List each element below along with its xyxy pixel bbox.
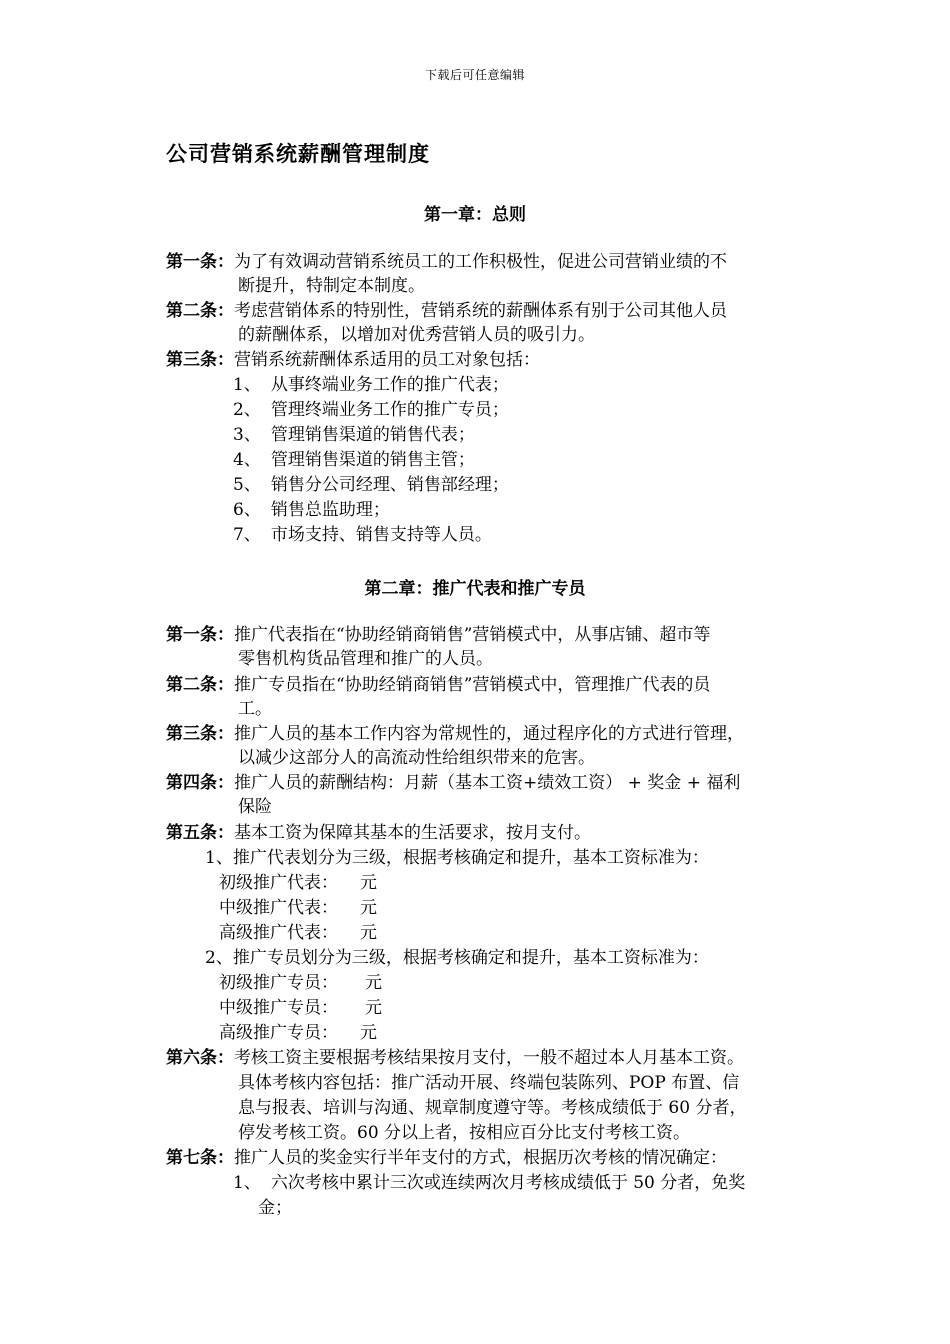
article-label: 第三条： bbox=[166, 724, 234, 744]
salary-level: 高级推广代表： bbox=[219, 923, 338, 943]
ch1-article-1-cont: 断提升，特制定本制度。 bbox=[238, 276, 425, 296]
article-text: 基本工资为保障其基本的生活要求，按月支付。 bbox=[234, 823, 591, 843]
ch1-article-2-cont: 的薪酬体系，以增加对优秀营销人员的吸引力。 bbox=[238, 325, 595, 345]
list-item bbox=[233, 423, 475, 447]
ch2-article-1 bbox=[166, 623, 710, 647]
list-text: 销售分公司经理、销售部经理； bbox=[270, 475, 509, 495]
ch2-article-3 bbox=[166, 722, 744, 746]
list-item-cont: 金； bbox=[258, 1198, 292, 1218]
salary-unit: 元 bbox=[360, 923, 377, 943]
list-number: 1、 bbox=[233, 375, 261, 395]
article-text: 推广专员指在“协助经销商销售”营销模式中，管理推广代表的员 bbox=[234, 675, 711, 695]
salary-unit: 元 bbox=[360, 873, 377, 893]
list-number: 4、 bbox=[233, 450, 261, 470]
ch2-article-4 bbox=[166, 771, 740, 795]
list-text: 管理销售渠道的销售主管； bbox=[270, 450, 475, 470]
list-item bbox=[233, 523, 492, 547]
salary-unit: 元 bbox=[365, 998, 382, 1018]
salary-level: 初级推广专员： bbox=[219, 973, 338, 993]
salary-row bbox=[219, 896, 377, 920]
article-label: 第七条： bbox=[166, 1148, 234, 1168]
list-item bbox=[233, 448, 475, 472]
ch2-article-7 bbox=[166, 1146, 727, 1170]
list-item bbox=[233, 473, 509, 497]
article-label: 第二条： bbox=[166, 675, 234, 695]
salary-unit: 元 bbox=[360, 1023, 377, 1043]
article-text: 推广人员的奖金实行半年支付的方式，根据历次考核的情况确定： bbox=[234, 1148, 727, 1168]
article-text: 推广人员的基本工作内容为常规性的，通过程序化的方式进行管理， bbox=[234, 724, 744, 744]
salary-row bbox=[219, 996, 382, 1020]
article-text: 推广人员的薪酬结构：月薪（基本工资+绩效工资） + 奖金 + 福利 bbox=[234, 773, 741, 793]
salary-level: 中级推广代表： bbox=[219, 898, 338, 918]
ch1-article-1 bbox=[166, 250, 727, 274]
ch1-article-3 bbox=[166, 348, 540, 372]
list-number: 7、 bbox=[233, 525, 261, 545]
list-text: 从事终端业务工作的推广代表； bbox=[270, 375, 509, 395]
salary-level: 高级推广专员： bbox=[219, 1023, 338, 1043]
article-text: 营销系统薪酬体系适用的员工对象包括： bbox=[234, 350, 540, 370]
ch2-article-6 bbox=[166, 1046, 744, 1070]
list-number: 2、 bbox=[233, 400, 261, 420]
ch2-article-6-cont: 停发考核工资。60 分以上者，按相应百分比支付考核工资。 bbox=[238, 1123, 691, 1143]
list-number: 5、 bbox=[233, 475, 261, 495]
list-item bbox=[233, 398, 509, 422]
list-item bbox=[233, 1171, 745, 1195]
article-label: 第一条： bbox=[166, 252, 234, 272]
salary-unit: 元 bbox=[365, 973, 382, 993]
list-number: 3、 bbox=[233, 425, 261, 445]
article-label: 第三条： bbox=[166, 350, 234, 370]
list-item bbox=[233, 373, 509, 397]
ch2-article-6-cont: 具体考核内容包括：推广活动开展、终端包装陈列、POP 布置、信 bbox=[238, 1073, 740, 1093]
list-text: 管理终端业务工作的推广专员； bbox=[270, 400, 509, 420]
article-text: 为了有效调动营销系统员工的工作积极性，促进公司营销业绩的不 bbox=[234, 252, 727, 272]
salary-level: 中级推广专员： bbox=[219, 998, 338, 1018]
document-title: 公司营销系统薪酬管理制度 bbox=[166, 142, 430, 166]
salary-row bbox=[219, 971, 382, 995]
ch1-article-2 bbox=[166, 299, 727, 323]
list-text: 管理销售渠道的销售代表； bbox=[270, 425, 475, 445]
list-number: 6、 bbox=[233, 500, 261, 520]
salary-row bbox=[219, 1021, 377, 1045]
ch2-article-3-cont: 以减少这部分人的高流动性给组织带来的危害。 bbox=[238, 748, 595, 768]
article-text: 考虑营销体系的特别性，营销系统的薪酬体系有别于公司其他人员 bbox=[234, 301, 727, 321]
list-number: 1、 bbox=[233, 1173, 261, 1193]
page-header: 下载后可任意编辑 bbox=[424, 68, 525, 82]
chapter-2-heading: 第二章：推广代表和推广专员 bbox=[364, 579, 586, 599]
sub-item-2: 2、推广专员划分为三级，根据考核确定和提升，基本工资标准为： bbox=[205, 948, 709, 968]
chapter-1-heading: 第一章：总则 bbox=[424, 205, 526, 225]
ch2-article-1-cont: 零售机构货品管理和推广的人员。 bbox=[238, 649, 493, 669]
article-label: 第一条： bbox=[166, 625, 234, 645]
ch2-article-5 bbox=[166, 821, 591, 845]
salary-level: 初级推广代表： bbox=[219, 873, 338, 893]
article-label: 第五条： bbox=[166, 823, 234, 843]
salary-unit: 元 bbox=[360, 898, 377, 918]
article-text: 推广代表指在“协助经销商销售”营销模式中，从事店铺、超市等 bbox=[234, 625, 711, 645]
article-text: 考核工资主要根据考核结果按月支付，一般不超过本人月基本工资。 bbox=[234, 1048, 744, 1068]
article-label: 第六条： bbox=[166, 1048, 234, 1068]
ch2-article-2-cont: 工。 bbox=[238, 699, 272, 719]
list-text: 六次考核中累计三次或连续两次月考核成绩低于 50 分者，免奖 bbox=[270, 1173, 746, 1193]
salary-row bbox=[219, 871, 377, 895]
list-text: 销售总监助理； bbox=[270, 500, 390, 520]
ch2-article-6-cont: 息与报表、培训与沟通、规章制度遵守等。考核成绩低于 60 分者， bbox=[238, 1098, 747, 1118]
ch2-article-4-cont: 保险 bbox=[238, 797, 272, 817]
salary-row bbox=[219, 921, 377, 945]
list-item bbox=[233, 498, 390, 522]
article-label: 第四条： bbox=[166, 773, 234, 793]
article-label: 第二条： bbox=[166, 301, 234, 321]
ch2-article-2 bbox=[166, 673, 710, 697]
sub-item-1: 1、推广代表划分为三级，根据考核确定和提升，基本工资标准为： bbox=[205, 848, 709, 868]
list-text: 市场支持、销售支持等人员。 bbox=[270, 525, 492, 545]
